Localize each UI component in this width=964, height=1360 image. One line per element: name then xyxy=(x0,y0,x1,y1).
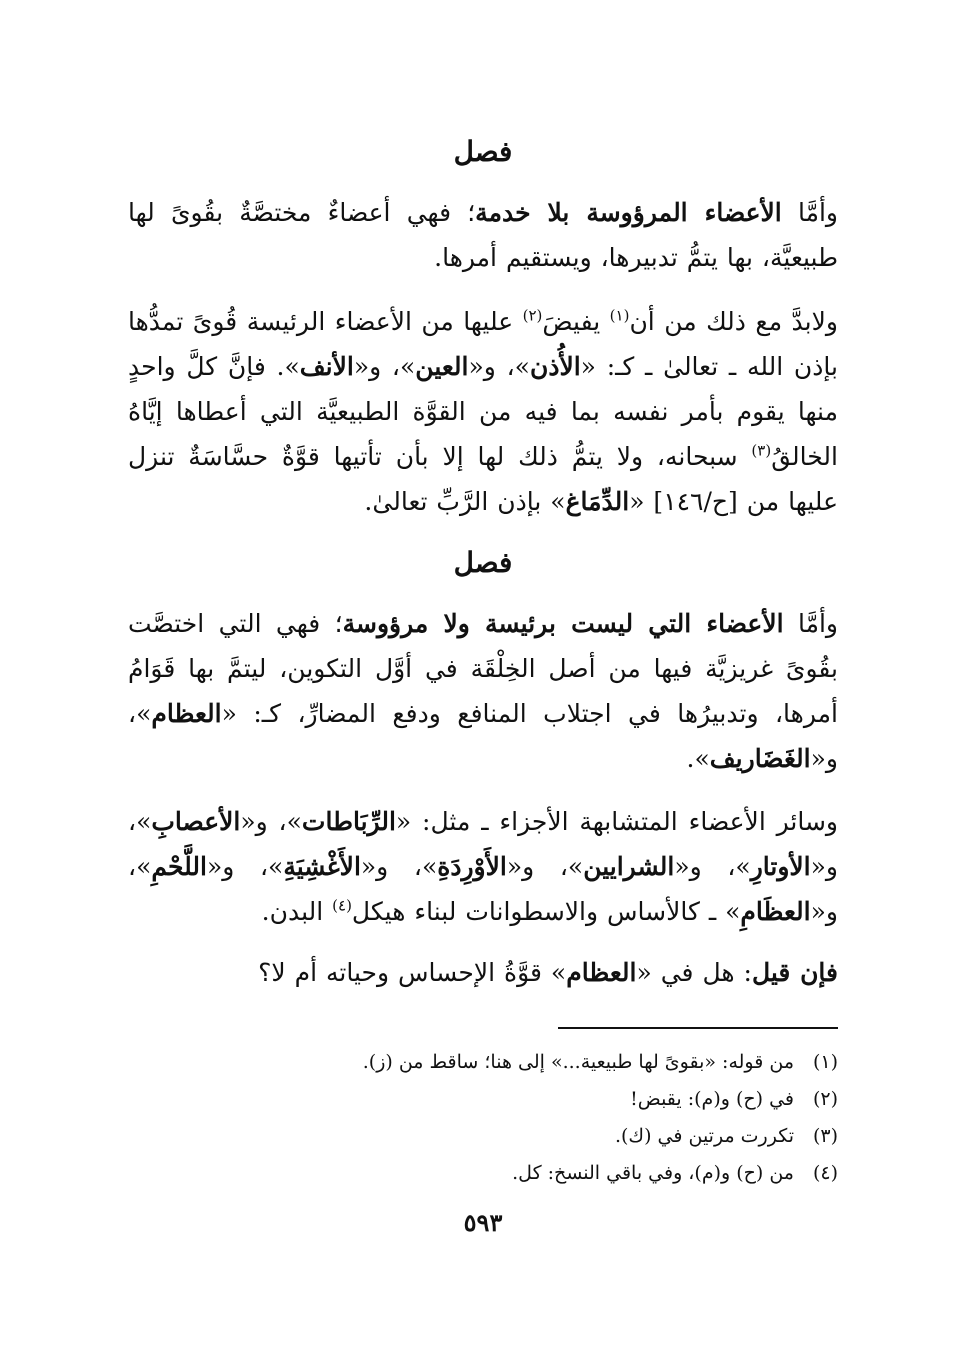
footnote-text: تكررت مرتين في (ك). xyxy=(614,1125,794,1147)
text-run: » بإذن الرَّبِّ تعالىٰ. xyxy=(364,487,566,516)
bold-term: العظَامِ xyxy=(740,897,811,926)
text-run: »، و« xyxy=(353,352,416,381)
text-run: سبحانه، ولا يتمُّ ذلك لها إلا بأن تأتيها قوَّةٌ حسَّاسَةٌ تنزل عليها من [ح/١٤٦] « xyxy=(128,442,838,516)
footnote-number: (٣) xyxy=(812,1125,838,1147)
bold-term: اللَّحْمِ xyxy=(151,852,207,881)
section-heading-2: فصل xyxy=(453,546,513,579)
footnote-2 xyxy=(128,1081,838,1118)
bold-term: العظام xyxy=(566,958,637,987)
text-run: ؛ فهي التي اختصَّت بقُوىً غريزيَّة فيها من أصل الخِلْقَة في أوَّل التكوين، ليتمَّ بها قَوَامُ أمرها، وتدبيرُها في اجتلاب المنافع ودفع المضارِّ، كـ: « xyxy=(128,609,838,728)
bold-term: العين xyxy=(415,352,469,381)
bold-term: الشرايين xyxy=(583,852,675,881)
text-run: ولابدَّ مع ذلك من أن xyxy=(629,307,838,336)
text-run: يفيضَ xyxy=(542,307,610,336)
footnote-3 xyxy=(128,1118,838,1155)
text-run: وأمَّا xyxy=(781,198,838,227)
text-run: البدن. xyxy=(261,897,333,926)
bold-term: الأوتارِ xyxy=(750,852,811,881)
text-run: وأمَّا xyxy=(783,609,838,638)
text-run: ». فإنَّ كلَّ واحدٍ منها يقوم بأمر نفسه بما فيه من القوَّة الطبيعيَّة التي أعطاها إيَّاهُ الخالقُ xyxy=(128,352,838,471)
bold-term: الأَغْشِيَةِ xyxy=(283,852,361,881)
bold-term: الدِّمَاغ xyxy=(565,487,630,516)
text-run: عليها من الأعضاء الرئيسة قُوىً تمدُّها بإذن الله ـ تعالىٰ ـ كـ: « xyxy=(128,307,838,381)
book-page xyxy=(128,0,838,1360)
bold-term: فإن قيل xyxy=(751,958,838,987)
bold-term: الأنف xyxy=(299,352,354,381)
footnote-divider xyxy=(558,1027,838,1029)
text-run: »، و« xyxy=(240,807,302,836)
footnote-4 xyxy=(128,1155,838,1192)
footnote-text: من (ح) و(م)، وفي باقي النسخ: كل. xyxy=(512,1162,794,1184)
footnote-ref-3[interactable]: (٣) xyxy=(751,441,772,460)
paragraph-independent-organs xyxy=(128,601,888,781)
text-run: : هل في « xyxy=(636,958,752,987)
paragraph-homogeneous-organs xyxy=(128,799,888,934)
footnote-text: من قوله: «بقوىً لها طبيعية...» إلى هنا؛ ساقط من (ز). xyxy=(362,1051,794,1073)
footnotes xyxy=(128,1044,838,1192)
text-run: وسائر الأعضاء المتشابهة الأجزاء ـ مثل: « xyxy=(395,807,839,836)
text-run: »، و« xyxy=(468,352,530,381)
text-run: ؛ فهي أعضاءٌ مختصَّةٌ بقُوىً لها طبيعيَّة، بها يتمُّ تدبيرها، ويستقيم أمرها. xyxy=(128,198,838,272)
paragraph-question xyxy=(128,950,888,995)
bold-term: الأعصابِ xyxy=(151,807,241,836)
bold-term: الغَضَاريف xyxy=(709,744,811,773)
text-run: »، و« xyxy=(128,852,838,926)
footnote-ref-2[interactable]: (٢) xyxy=(522,306,543,325)
text-run: »، و« xyxy=(506,852,584,881)
footnote-text: في (ح) و(م): يقبض! xyxy=(630,1088,794,1110)
text-run: ». xyxy=(686,744,710,773)
footnote-number: (٤) xyxy=(812,1162,838,1184)
bold-term: الأَوْرِدَةِ xyxy=(437,852,507,881)
bold-term: الرِّبَاطات xyxy=(301,807,396,836)
bold-term: العظام xyxy=(151,699,222,728)
text-run: »، و« xyxy=(128,699,838,773)
text-run: »، و« xyxy=(674,852,751,881)
bold-term: الأُذن xyxy=(529,352,581,381)
footnote-number: (٢) xyxy=(812,1088,838,1110)
text-run: » ـ كالأساس والاسطوانات لبناء هيكل xyxy=(351,897,741,926)
footnote-1 xyxy=(128,1044,838,1081)
footnote-number: (١) xyxy=(812,1051,838,1073)
footnote-ref-4[interactable]: (٤) xyxy=(332,896,352,915)
text-run: »، و« xyxy=(360,852,438,881)
footnote-ref-1[interactable]: (١) xyxy=(609,306,630,325)
paragraph-powers-from-main-organs xyxy=(128,299,888,524)
text-run: » قوَّةُ الإحساس وحياته أم لا؟ xyxy=(258,958,567,987)
paragraph-subordinate-organs xyxy=(128,190,888,280)
bold-term: الأعضاء التي ليست برئيسة ولا مرؤوسة xyxy=(342,609,784,638)
page-number: ٥٩٣ xyxy=(463,1208,503,1237)
text-run: »، و« xyxy=(207,852,284,881)
section-heading-1: فصل xyxy=(453,135,513,168)
bold-term: الأعضاء المرؤوسة بلا خدمة xyxy=(475,198,782,227)
text-run: »، و« xyxy=(128,807,839,881)
